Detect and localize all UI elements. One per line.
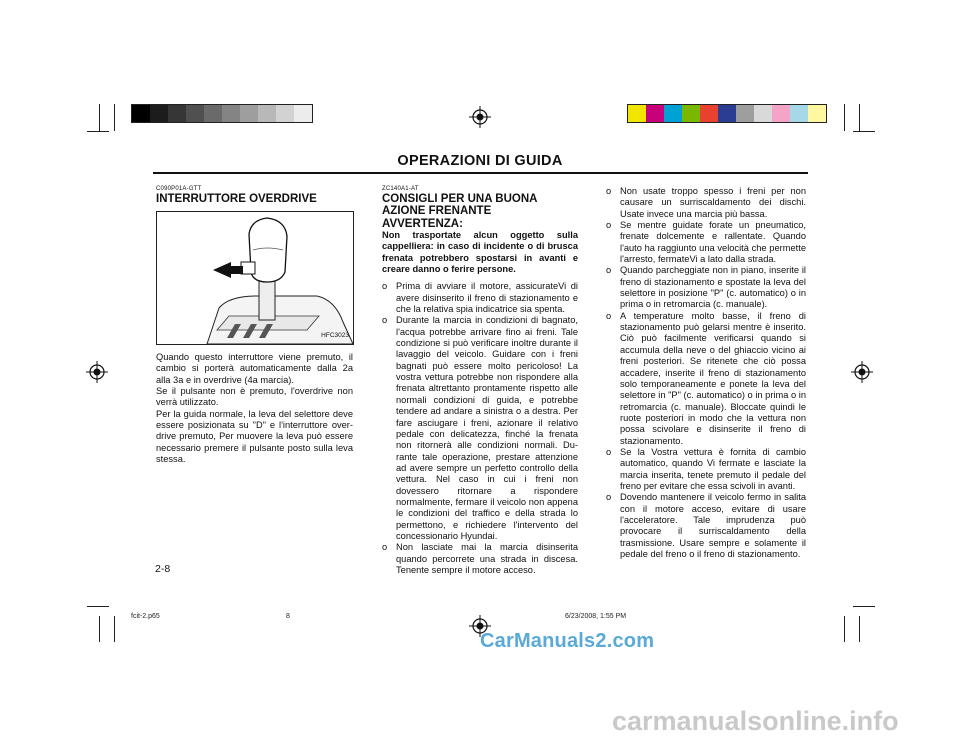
color-swatch [276, 105, 294, 122]
header-rule [153, 172, 808, 174]
footer-page: 8 [286, 613, 290, 620]
color-swatch [222, 105, 240, 122]
footer-file: fcit-2.p65 [131, 613, 160, 620]
watermark-carmanualsonline[interactable]: carmanualsonline.info [612, 706, 899, 736]
color-swatch [790, 105, 808, 122]
list-item: o Se mentre guidate forate un pneumatico, frenate dolcemente e rallentate. Quando l'auto ha raggiunto una velocità che permette l'arresto, fermateVi a lato dalla strada. [606, 220, 806, 265]
color-swatch [682, 105, 700, 122]
section-heading: CONSIGLI PER UNA BUONA AZIONE FRENANTE [382, 193, 538, 217]
color-swatch [718, 105, 736, 122]
color-swatch [700, 105, 718, 122]
crop-mark [99, 616, 100, 642]
gear-selector-illustration [157, 212, 353, 344]
color-swatch [646, 105, 664, 122]
grayscale-color-bar [131, 104, 313, 123]
crop-mark [859, 104, 860, 131]
registration-mark-icon [851, 361, 873, 383]
crop-mark [114, 616, 115, 642]
page-title: OPERAZIONI DI GUIDA [397, 153, 563, 169]
figure-label: HFC3023 [321, 332, 349, 339]
page-number: 2-8 [155, 563, 171, 575]
section-code: C090P01A-GTT [156, 186, 202, 192]
color-swatch [150, 105, 168, 122]
crop-mark [844, 104, 845, 131]
crop-mark [853, 131, 875, 132]
crop-mark [859, 616, 860, 642]
footer-date: 6/23/2008, 1:55 PM [565, 613, 627, 620]
warning-title: AVVERTENZA: [382, 218, 463, 230]
color-swatch [772, 105, 790, 122]
color-swatch [808, 105, 826, 122]
overdrive-figure [156, 211, 354, 345]
section-code: ZC140A1-AT [382, 186, 419, 192]
warning-text: Non trasportate alcun oggetto sulla cappelliera: in caso di incidente o di brusca frenata potrebbero spostarsi in avanti e creare danno o ferire persone. [382, 230, 578, 275]
process-color-bar [627, 104, 827, 123]
list-item: o Prima di avviare il motore, assicurateVi di avere disinserito il freno di stazionamento e che la relativa spia indicatrice sia spenta. [382, 281, 578, 315]
color-swatch [258, 105, 276, 122]
list-item: o A temperature molto basse, il freno di stazionamento può gelarsi mentre è inserito. Ciò può facilmente verificarsi quando si accumula della neve o del ghiaccio vicino ai freni posteriori. Se ritenete che ciò possa accadere, inserite il freno di stazionamento solo temporaneamente e ponete la leva del selettore in "P" (c. automatico) o in prima o in retromarcia (c. manuale). Bloccate quindi le ruote posteriori in modo che la vettura non possa scivolare e disinserite il freno di stazionamento. [606, 311, 806, 447]
color-swatch [204, 105, 222, 122]
registration-mark-icon [86, 361, 108, 383]
list-item: o Non lasciate mai la marcia disinserita quando percorrete una strada in discesa. Tenente sempre il motore acceso. [382, 542, 578, 576]
watermark-carmanuals[interactable]: CarManuals2.com [480, 630, 655, 652]
crop-mark [87, 131, 109, 132]
list-item: o Durante la marcia in condizioni di bagnato, l'acqua potrebbe arrivare fino ai freni. Tale condizione si può verificare inoltre durante il lavaggio del veicolo. Guidare con i freni bagnati può essere molto pericoloso! La vostra vettura potrebbe non rispondere alla frenata altrettanto prontamente rispetto alle normali condizioni di guida, e potrebbe tendere ad andare a sinistra o a destra. Per fare asciugare i freni, azionare il relativo pedale con delicatezza, finché la frenata non ritornerà alle condizioni normali. Du-rante tale operazione, prestare attenzione ad avere sempre un perfetto controllo della vettura. Nel caso in cui i freni non dovessero ritornare a rispondere normalmente, fermare il veicolo non appena le condizioni del traffico e della strada lo permettono, e richiedere l'intervento del concessionario Hyundai. [382, 315, 578, 542]
color-swatch [168, 105, 186, 122]
crop-mark [87, 606, 109, 607]
crop-mark [114, 104, 115, 131]
list-item: o Se la Vostra vettura è fornita di cambio automatico, quando Vi fermate e lasciate la marcia inserita, tenete premuto il pedale del freno per evitare che essa scivoli in avanti. [606, 447, 806, 492]
right-column [606, 186, 806, 560]
color-swatch [628, 105, 646, 122]
registration-mark-icon [469, 106, 491, 128]
list-item: o Dovendo mantenere il veicolo fermo in salita con il motore acceso, evitare di usare l'acceleratore. Tale imprudenza può provocare il surriscaldamento della trasmissione. Usare sempre e solamente il pedale del freno o il freno di stazionamento. [606, 492, 806, 560]
left-column [156, 186, 353, 465]
section-heading: INTERRUTTORE OVERDRIVE [156, 193, 317, 205]
crop-mark [844, 616, 845, 642]
body-text: Quando questo interruttore viene premuto, il cambio si porterà automaticamente dalla 2a alla 3a e in overdrive (4a marcia). Se il pulsante non è premuto, l'overdrive non verrà utilizzato. Per la guida normale, la leva del selettore deve essere posizionata su "D" e l'interruttore over-drive premuto, Per muovere la leva può essere necessario premere il pulsante posto sulla leva stessa. [156, 352, 353, 465]
color-swatch [736, 105, 754, 122]
color-swatch [132, 105, 150, 122]
color-swatch [754, 105, 772, 122]
color-swatch [186, 105, 204, 122]
tips-list [382, 281, 578, 576]
crop-mark [853, 606, 875, 607]
tips-list [606, 186, 806, 560]
list-item: o Quando parcheggiate non in piano, inserite il freno di stazionamento e spostate la leva del selettore in posizione "P" (c. automatico) o in prima o in retromarcia (c. manuale). [606, 265, 806, 310]
color-swatch [664, 105, 682, 122]
middle-column [382, 186, 578, 576]
crop-mark [99, 104, 100, 131]
list-item: o Non usate troppo spesso i freni per non causare un surriscaldamento dei dischi. Usate invece una marcia più bassa. [606, 186, 806, 220]
color-swatch [240, 105, 258, 122]
color-swatch [294, 105, 312, 122]
